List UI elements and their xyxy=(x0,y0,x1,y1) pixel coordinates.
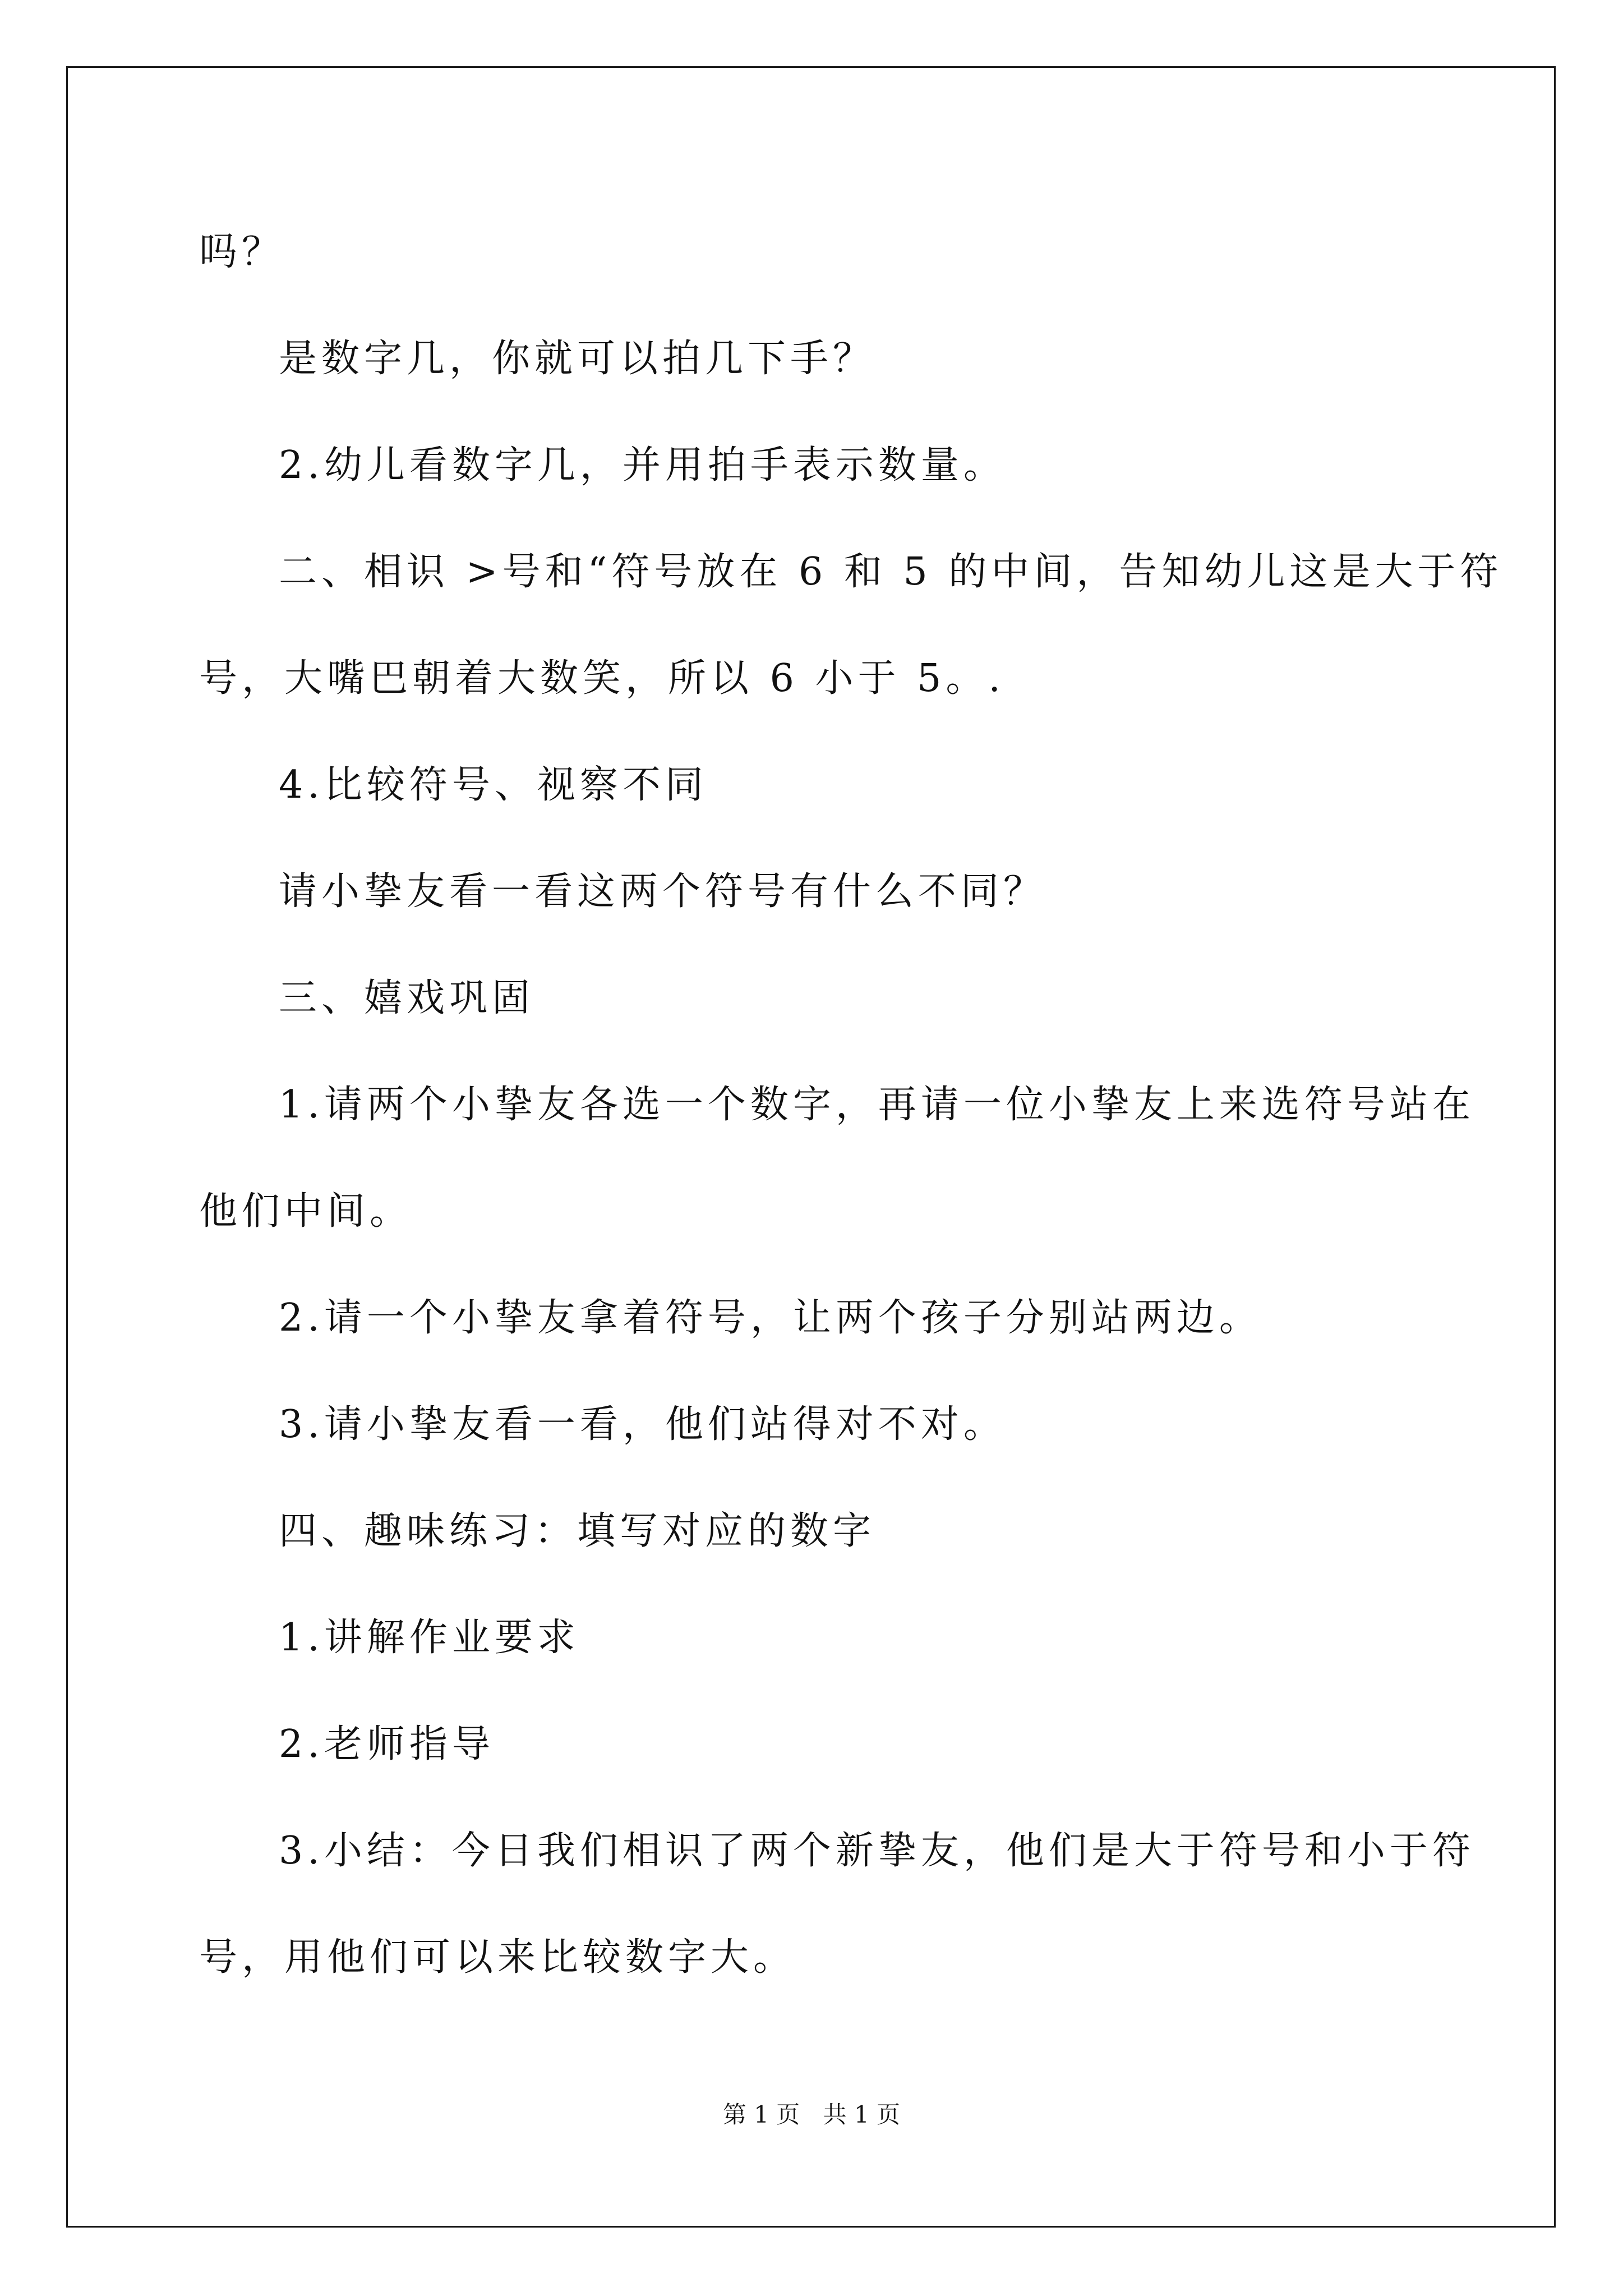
text-line: 2.幼儿看数字几，并用拍手表示数量。 xyxy=(279,443,1006,487)
text-line: 3.请小挚友看一看，他们站得对不对。 xyxy=(279,1402,1006,1447)
page-number-total: 共 1 页 xyxy=(823,2101,901,2128)
text-line: 是数字几，你就可以拍几下手？ xyxy=(279,337,876,381)
text-line: 吗？ xyxy=(199,230,285,274)
text-line: 1.讲解作业要求 xyxy=(279,1616,580,1660)
page-footer xyxy=(0,2101,1623,2129)
text-line: 1.请两个小挚友各选一个数字，再请一位小挚友上来选符号站在 xyxy=(279,1083,1475,1127)
page-border xyxy=(66,66,1556,2228)
text-line: 号，用他们可以来比较数字大。 xyxy=(199,1935,796,1980)
text-line: 四、趣味练习：填写对应的数字 xyxy=(279,1509,876,1553)
page-number-current: 第 1 页 xyxy=(722,2101,800,2128)
text-line: 4.比较符号、视察不同 xyxy=(279,763,708,807)
text-line: 他们中间。 xyxy=(199,1189,413,1234)
text-line: 三、嬉戏巩固 xyxy=(279,976,535,1020)
text-line: 请小挚友看一看这两个符号有什么不同？ xyxy=(279,869,1046,914)
text-line: 2.请一个小挚友拿着符号，让两个孩子分别站两边。 xyxy=(279,1296,1262,1340)
text-line: 二、相识 >号和“符号放在 6 和 5 的中间，告知幼儿这是大于符 xyxy=(279,550,1503,594)
text-line: 3.小结：今日我们相识了两个新挚友，他们是大于符号和小于符 xyxy=(279,1829,1475,1873)
text-line: 2.老师指导 xyxy=(279,1722,495,1766)
text-line: 号，大嘴巴朝着大数笑，所以 6 小于 5。. xyxy=(199,656,1005,701)
